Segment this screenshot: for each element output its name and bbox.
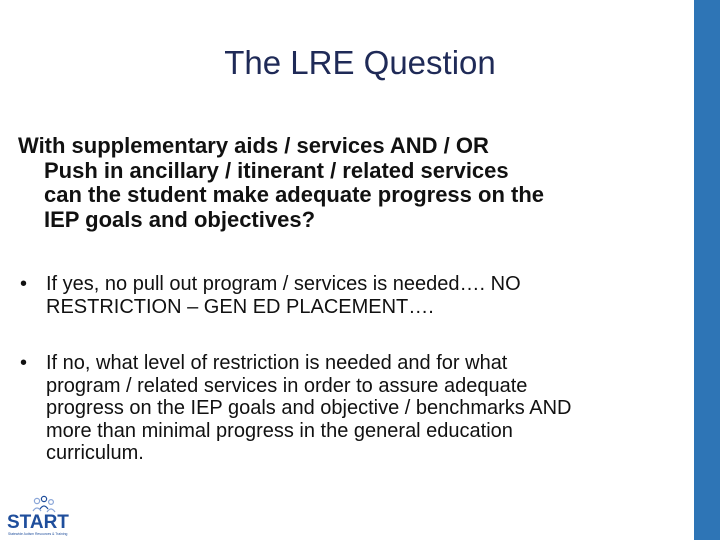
lead-line: Push in ancillary / itinerant / related services	[44, 157, 509, 183]
lead-question	[18, 134, 690, 232]
bullet-line: If yes, no pull out program / services is needed…. NO	[46, 273, 521, 295]
bullet-line: curriculum.	[46, 442, 144, 464]
bullet-line: progress on the IEP goals and objective / benchmarks AND	[46, 397, 572, 419]
logo-figure-icon	[49, 500, 54, 505]
logo-tagline: Statewide Autism Resources & Training	[8, 532, 68, 536]
bullet-line: RESTRICTION – GEN ED PLACEMENT….	[46, 295, 434, 318]
bullet-marker: •	[20, 352, 28, 374]
bullet-line: program / related services in order to assure adequate	[46, 374, 528, 397]
logo-figure-icon	[34, 498, 39, 503]
bullet-marker: •	[20, 273, 28, 295]
lead-line: IEP goals and objectives?	[44, 206, 316, 232]
slide-title: The LRE Question	[224, 44, 496, 81]
bullet-line: If no, what level of restriction is needed and for what	[46, 352, 508, 374]
bullet-yes	[20, 273, 690, 318]
lead-line: With supplementary aids / services AND / OR	[18, 133, 489, 158]
logo-figure-icon	[41, 496, 46, 501]
bullet-line: more than minimal progress in the general education	[46, 419, 513, 442]
lead-line: can the student make adequate progress on the	[44, 182, 545, 207]
bullet-no	[20, 352, 690, 465]
logo-wordmark: START	[7, 512, 69, 533]
start-logo	[6, 495, 76, 537]
